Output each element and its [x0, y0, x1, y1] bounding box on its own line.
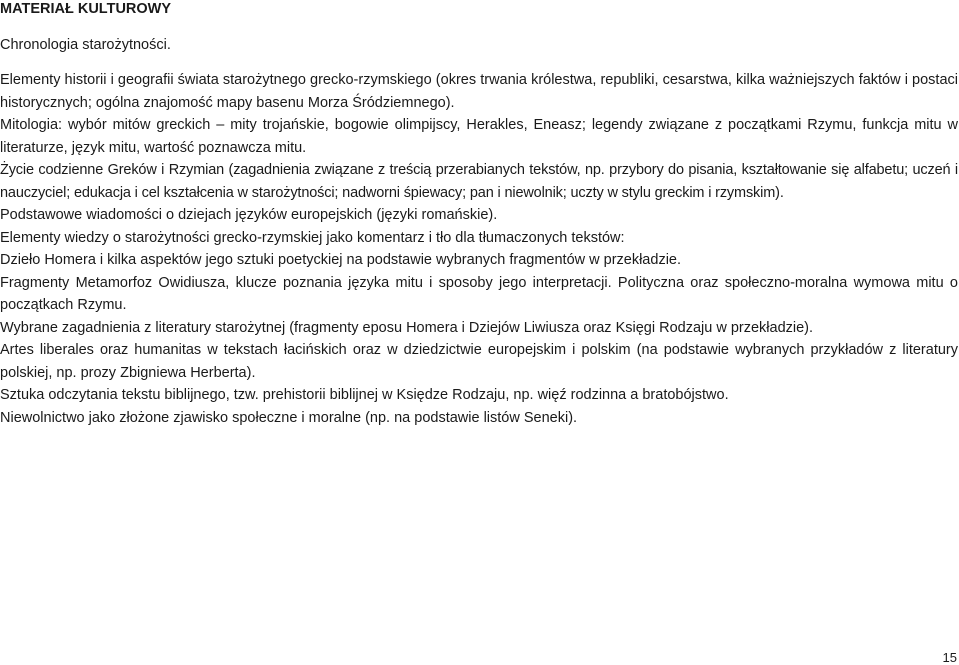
document-subheading: Chronologia starożytności. [0, 37, 171, 53]
paragraph-homer: Dzieło Homera i kilka aspektów jego sztuki poetyckiej na podstawie wybranych fragmentów w przekładzie. [0, 252, 682, 268]
paragraph-mythology: Mitologia: wybór mitów greckich – mity trojańskie, bogowie olimpijscy, Herakles, Eneasz; legendy związane z początkami Rzymu, funkcja mitu w literaturze, język mitu, wartość poznawcza mitu. [0, 117, 958, 156]
paragraph-european-languages: Podstawowe wiadomości o dziejach języków europejskich (języki romańskie). [0, 207, 498, 223]
paragraph-slavery: Niewolnictwo jako złożone zjawisko społeczne i moralne (np. na podstawie listów Seneki). [0, 409, 578, 426]
paragraph-ancient-literature: Wybrane zagadnienia z literatury starożytnej (fragmenty eposu Homera i Dziejów Liwiusza oraz Księgi Rodzaju w przekładzie). [0, 319, 814, 336]
paragraph-antiquity-knowledge: Elementy wiedzy o starożytności grecko-rzymskiej jako komentarz i tło dla tłumaczonych tekstów: [0, 229, 625, 246]
page-number: 15 [942, 650, 957, 665]
document-heading: MATERIAŁ KULTUROWY [0, 1, 172, 17]
paragraph-metamorphoses: Fragmenty Metamorfoz Owidiusza, klucze poznania języka mitu i sposoby jego interpretacji. Polityczna oraz społeczno-moralna wymowa mitu o początkach Rzymu. [0, 274, 958, 313]
paragraph-biblical-text: Sztuka odczytania tekstu biblijnego, tzw. prehistorii biblijnej w Księdze Rodzaju, np. więź rodzinna a bratobójstwo. [0, 387, 729, 403]
paragraph-artes-liberales: Artes liberales oraz humanitas w tekstach łacińskich oraz w dziedzictwie europejskim i polskim (na podstawie wybranych przykładów z literatury polskiej, np. prozy Zbigniewa Herberta). [0, 342, 958, 381]
paragraph-history-geography: Elementy historii i geografii świata starożytnego grecko-rzymskiego (okres trwania królestwa, republiki, cesarstwa, kilka ważniejszych faktów i postaci historycznych; ogólna znajomość mapy basenu Morza Śródziemnego). [0, 72, 958, 111]
paragraph-daily-life: Życie codzienne Greków i Rzymian (zagadnienia związane z treścią przerabianych tekstów, np. przybory do pisania, kształtowanie się alfabetu; uczeń i nauczyciel; edukacja i cel kształcenia w starożytności; nadworni śpiewacy; pan i niewolnik; uczty w stylu greckim i rzymskim). [0, 162, 958, 201]
